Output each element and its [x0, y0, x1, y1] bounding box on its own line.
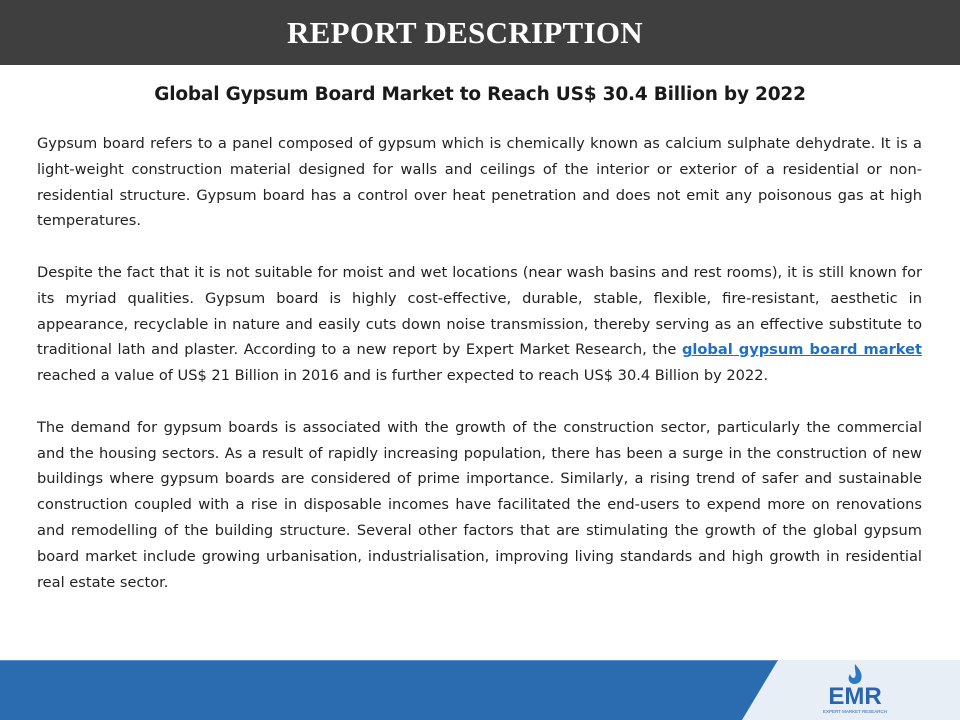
paragraph-2-text-a: Despite the fact that it is not suitable for moist and wet locations (near wash basins and rest rooms), it is still known for its myriad qualities. Gypsum board is highly cost-effective, durable, stable, flexible, fire-resistant, aesthetic in appearance, recyclable in nature and easily cuts down noise transmission, thereby serving as an effective substitute to traditional lath and plaster. According to a new report by Expert Market Research, the [37, 263, 922, 359]
paragraph-2 [37, 260, 922, 389]
flame-icon [849, 664, 862, 684]
paragraph-1: Gypsum board refers to a panel composed of gypsum which is chemically known as calcium sulphate dehydrate. It is a light-weight construction material designed for walls and ceilings of the interior or exterior of a residential or non-residential structure. Gypsum board has a control over heat penetration and does not emit any poisonous gas at high temperatures. [37, 135, 922, 230]
global-gypsum-board-market-link[interactable]: global gypsum board market [681, 341, 922, 359]
header-title: REPORT DESCRIPTION [287, 14, 643, 50]
paragraph-2-text-b: reached a value of US$ 21 Billion in 2016 and is further expected to reach US$ 30.4 Billion by 2022. [37, 367, 769, 385]
paragraph-3: The demand for gypsum boards is associated with the growth of the construction sector, particularly the commercial and the housing sectors. As a result of rapidly increasing population, there has been a surge in the construction of new buildings where gypsum boards are considered of prime importance. Similarly, a rising trend of safer and sustainable construction coupled with a rise in disposable incomes have facilitated the end-users to expend more on renovations and remodelling of the building structure. Several other factors that are stimulating the growth of the global gypsum board market include growing urbanisation, industrialisation, improving living standards and high growth in residential real estate sector. [37, 418, 922, 591]
header-bar [0, 0, 960, 65]
report-body [37, 131, 922, 621]
logo-tagline: EXPERT MARKET RESEARCH [822, 709, 888, 714]
report-subtitle: Global Gypsum Board Market to Reach US$ 30.4 Billion by 2022 [154, 84, 806, 105]
emr-logo [810, 660, 900, 720]
logo-text: EMR [828, 683, 882, 710]
